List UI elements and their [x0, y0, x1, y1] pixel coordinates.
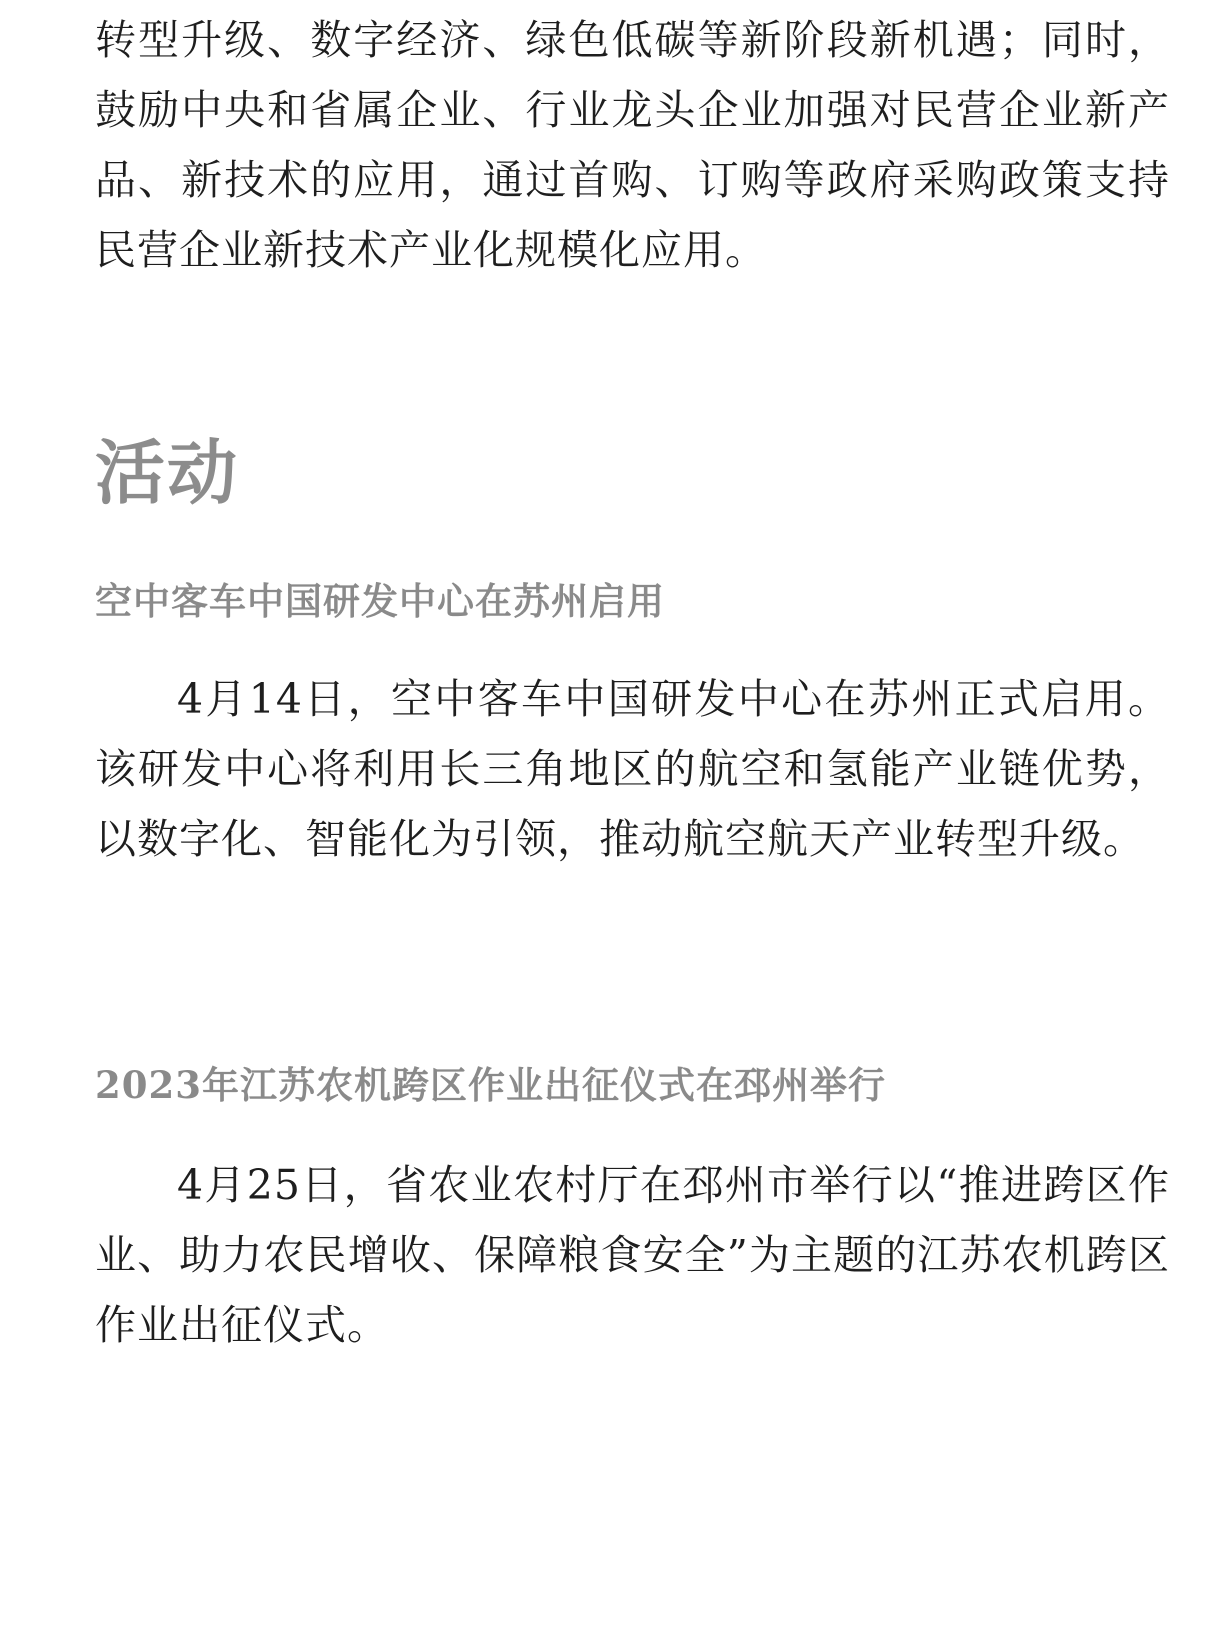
- intro-paragraph: 转型升级、数字经济、绿色低碳等新阶段新机遇；同时，鼓励中央和省属企业、行业龙头企业加强对民营企业新产品、新技术的应用，通过首购、订购等政府采购政策支持民营企业新技术产业化规模化应用。: [95, 16, 1170, 274]
- event-2-title: 2023年江苏农机跨区作业出征仪式在邳州举行: [95, 1063, 886, 1107]
- event-2-body: 4月25日，省农业农村厅在邳州市举行以“推进跨区作业、助力农民增收、保障粮食安全”为主题的江苏农机跨区作业出征仪式。: [95, 1161, 1170, 1349]
- event-1-title: 空中客车中国研发中心在苏州启用: [95, 579, 665, 623]
- section-title: 活动: [95, 432, 239, 514]
- event-1-body: 4月14日，空中客车中国研发中心在苏州正式启用。该研发中心将利用长三角地区的航空和氢能产业链优势，以数字化、智能化为引领，推动航空航天产业转型升级。: [95, 675, 1170, 863]
